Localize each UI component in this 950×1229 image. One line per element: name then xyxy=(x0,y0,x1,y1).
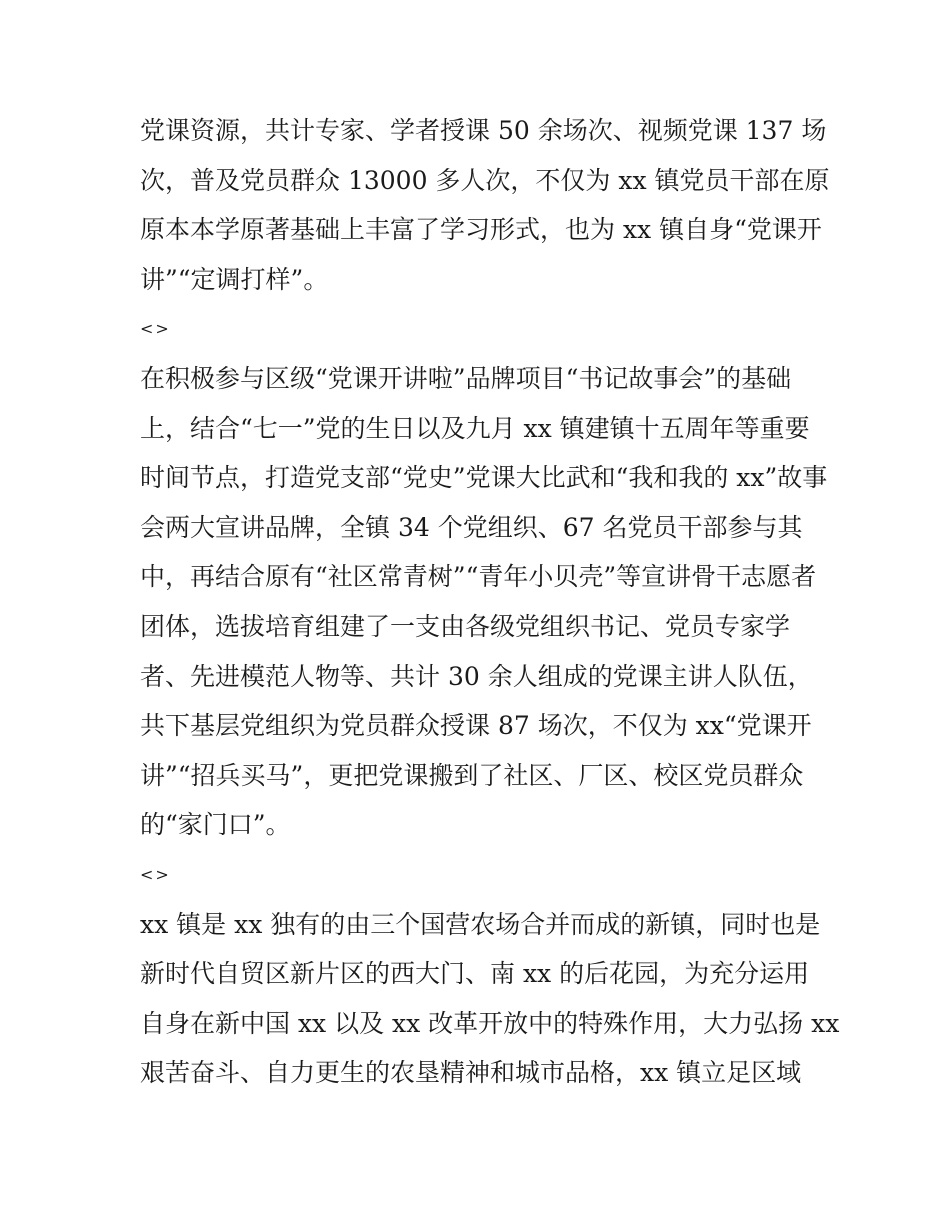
text-line: 次，普及党员群众 13000 多人次，不仅为 xx 镇党员干部在原 xyxy=(140,165,830,195)
text-line: 自身在新中国 xx 以及 xx 改革开放中的特殊作用，大力弘扬 xx xyxy=(140,1008,840,1038)
document-body xyxy=(140,106,840,1098)
text-line: 上，结合“七一”党的生日以及九月 xx 镇建镇十五周年等重要 xyxy=(140,413,810,443)
text-line: 共下基层党组织为党员群众授课 87 场次，不仅为 xx“党课开 xyxy=(140,711,812,741)
text-line: 团体，选拔培育组建了一支由各级党组织书记、党员专家学 xyxy=(140,611,791,641)
text-line: xx 镇是 xx 独有的由三个国营农场合并而成的新镇，同时也是 xyxy=(140,909,821,939)
text-line: 者、先进模范人物等、共计 30 余人组成的党课主讲人队伍， xyxy=(140,661,813,691)
text-line: 艰苦奋斗、自力更生的农垦精神和城市品格，xx 镇立足区域 xyxy=(140,1058,802,1088)
text-line: 党课资源，共计专家、学者授课 50 余场次、视频党课 137 场 xyxy=(140,116,827,145)
text-line: 讲”“定调打样”。 xyxy=(140,264,329,294)
text-line: 在积极参与区级“党课开讲啦”品牌项目“书记故事会”的基础 xyxy=(140,363,792,393)
paragraph-separator: <> xyxy=(140,864,171,884)
text-line: 新时代自贸区新片区的西大门、南 xx 的后花园，为充分运用 xyxy=(140,959,810,989)
text-line: 中，再结合原有“社区常青树”“青年小贝壳”等宣讲骨干志愿者 xyxy=(140,562,817,592)
text-line: 原本本学原著基础上丰富了学习形式，也为 xx 镇自身“党课开 xyxy=(140,215,822,245)
text-line: 讲”“招兵买马”，更把党课搬到了社区、厂区、校区党员群众 xyxy=(140,760,804,790)
paragraph-separator: <> xyxy=(140,319,171,339)
text-line: 会两大宣讲品牌，全镇 34 个党组织、67 名党员干部参与其 xyxy=(140,512,803,542)
text-line: 时间节点，打造党支部“党史”党课大比武和“我和我的 xx”故事 xyxy=(140,463,828,493)
text-line: 的“家门口”。 xyxy=(140,810,291,840)
